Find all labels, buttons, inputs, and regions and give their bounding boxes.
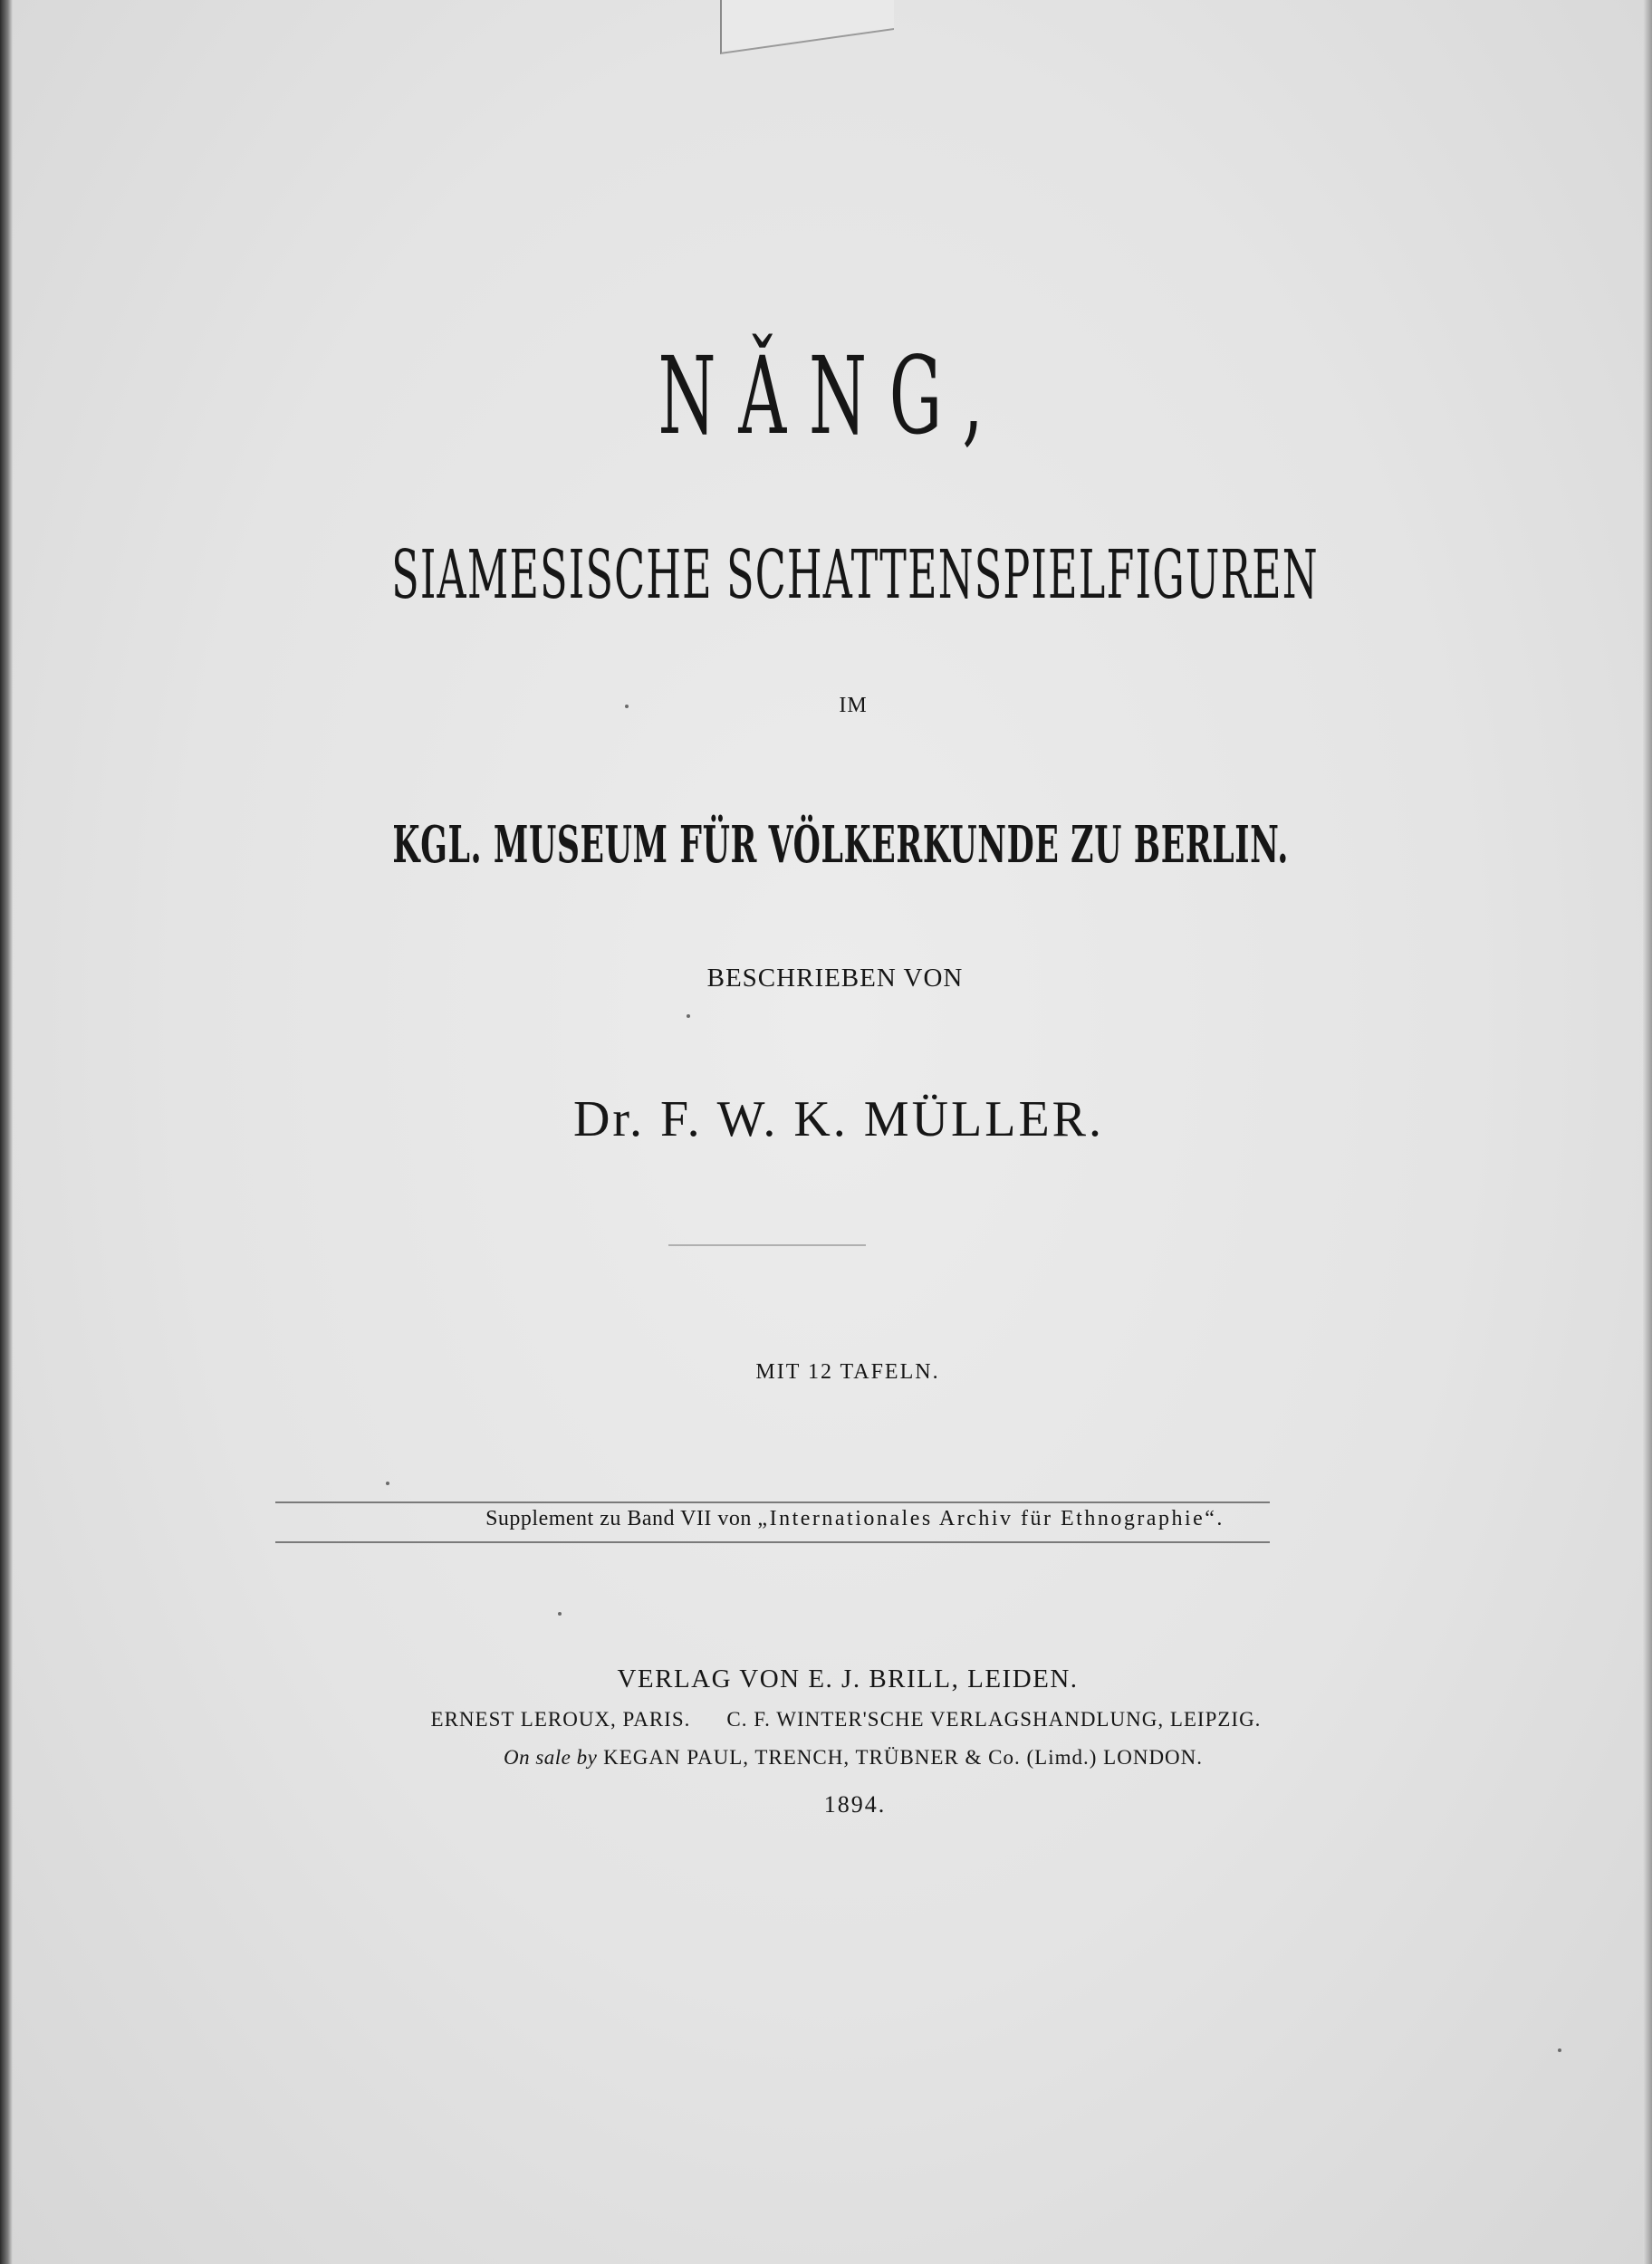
on-sale-label: On sale by <box>503 1746 598 1769</box>
book-title: NǍNG, <box>658 333 1006 458</box>
distributors <box>0 1708 1652 1732</box>
supplement-rule-top <box>275 1501 1270 1503</box>
paper-speck <box>687 1014 690 1018</box>
preposition: IM <box>839 694 868 717</box>
supplement-note <box>0 1507 1652 1531</box>
short-divider <box>668 1244 866 1246</box>
distributor-leipzig: C. F. WINTER'SCHE VERLAGSHANDLUNG, LEIPZIG. <box>726 1708 1262 1731</box>
journal-title: „Internationales Archiv für Ethnographie“. <box>757 1507 1225 1530</box>
paper-speck <box>625 705 629 708</box>
plates-count: MIT 12 TAFELN. <box>755 1360 940 1384</box>
publisher: VERLAG VON E. J. BRILL, LEIDEN. <box>617 1664 1079 1693</box>
paper-speck <box>1558 2048 1561 2052</box>
book-subtitle: SIAMESISCHE SCHATTENSPIELFIGUREN <box>391 536 1319 614</box>
paper-speck <box>386 1482 389 1485</box>
paper-speck <box>558 1612 562 1616</box>
author-name: Dr. F. W. K. MÜLLER. <box>572 1091 1104 1147</box>
distributor-london: KEGAN PAUL, TRENCH, TRÜBNER & Co. (Limd.) LONDON. <box>597 1746 1204 1769</box>
publication-year: 1894. <box>823 1791 887 1818</box>
described-by: BESCHRIEBEN VON <box>706 964 964 993</box>
supplement-rule-bottom <box>275 1541 1270 1543</box>
distributor-paris: ERNEST LEROUX, PARIS. <box>430 1708 691 1731</box>
supplement-prefix: Supplement zu Band VII von <box>485 1507 758 1530</box>
museum-name: KGL. MUSEUM FÜR VÖLKERKUNDE ZU BERLIN. <box>392 815 1290 875</box>
london-sale <box>0 1746 1652 1770</box>
paper-tab <box>720 0 894 54</box>
